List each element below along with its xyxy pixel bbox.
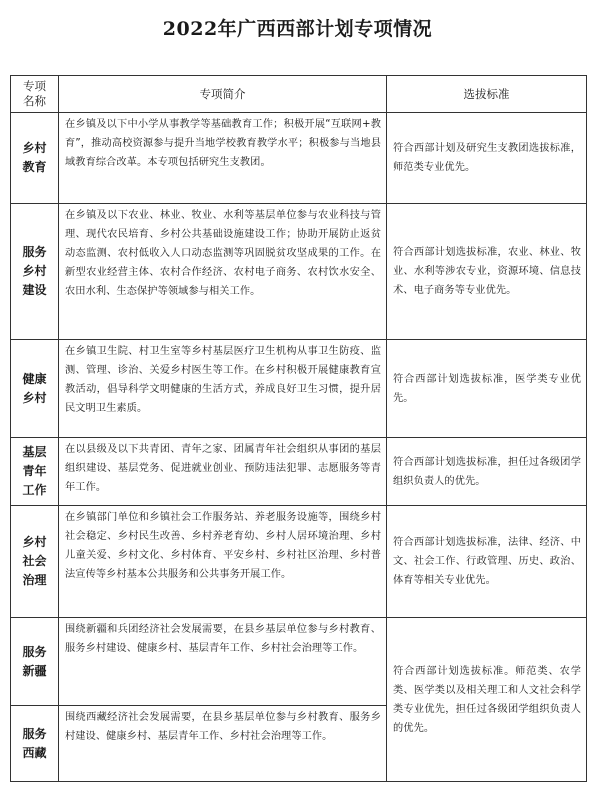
- row-intro: 在乡镇卫生院、村卫生室等乡村基层医疗卫生机构从事卫生防疫、监测、管理、诊治、关爱乡村医生等工作。在乡村积极开展健康教育宣教活动，倡导科学文明健康的生活方式，养成良好卫生习惯，提升居民文明卫生素质。: [59, 340, 387, 438]
- row-name: 基层青年工作: [11, 438, 59, 506]
- header-name: 专项名称: [11, 76, 59, 113]
- row-criteria: 符合西部计划选拔标准，医学类专业优先。: [387, 340, 587, 438]
- header-criteria: 选拔标准: [387, 76, 587, 113]
- row-intro: 围绕新疆和兵团经济社会发展需要，在县乡基层单位参与乡村教育、服务乡村建设、健康乡村、基层青年工作、乡村社会治理等工作。: [59, 618, 387, 706]
- table-row: [11, 204, 587, 340]
- table-row: [11, 340, 587, 438]
- table-header-row: [11, 76, 587, 113]
- row-criteria: 符合西部计划及研究生支教团选拔标准，师范类专业优先。: [387, 113, 587, 204]
- row-name: 服务新疆: [11, 618, 59, 706]
- row-intro: 围绕西藏经济社会发展需要，在县乡基层单位参与乡村教育、服务乡村建设、健康乡村、基层青年工作、乡村社会治理等工作。: [59, 706, 387, 782]
- row-name: 服务西藏: [11, 706, 59, 782]
- row-criteria-shared: 符合西部计划选拔标准。师范类、农学类、医学类以及相关理工和人文社会科学类专业优先，担任过各级团学组织负责人的优先。: [387, 618, 587, 782]
- row-criteria: 符合西部计划选拔标准，担任过各级团学组织负责人的优先。: [387, 438, 587, 506]
- row-intro: 在以县级及以下共青团、青年之家、团属青年社会组织从事团的基层组织建设、基层党务、促进就业创业、预防违法犯罪、志愿服务等青年工作。: [59, 438, 387, 506]
- row-intro: 在乡镇部门单位和乡镇社会工作服务站、养老服务设施等，围绕乡村社会稳定、乡村民生改善、乡村养老育幼、乡村人居环境治理、乡村儿童关爱、乡村文化、乡村体育、平安乡村、乡村社区治理、乡村普法宣传等乡村基本公共服务和公共事务开展工作。: [59, 506, 387, 618]
- page-title: 2022年广西西部计划专项情况: [162, 18, 433, 40]
- row-criteria: 符合西部计划选拔标准，法律、经济、中文、社会工作、行政管理、历史、政治、体育等相关专业优先。: [387, 506, 587, 618]
- table-row: [11, 113, 587, 204]
- table-row: [11, 506, 587, 618]
- row-criteria: 符合西部计划选拔标准，农业、林业、牧业、水利等涉农专业，资源环境、信息技术、电子商务等专业优先。: [387, 204, 587, 340]
- header-intro: 专项简介: [59, 76, 387, 113]
- table-row: [11, 618, 587, 706]
- row-name: 乡村教育: [11, 113, 59, 204]
- row-intro: 在乡镇及以下中小学从事教学等基础教育工作；积极开展“互联网+教育”，推动高校资源参与提升当地学校教育教学水平；积极参与当地县域教育综合改革。本专项包括研究生支教团。: [59, 113, 387, 204]
- row-intro: 在乡镇及以下农业、林业、牧业、水利等基层单位参与农业科技与管理、现代农民培育、乡村公共基础设施建设工作；协助开展防止返贫动态监测、农村低收入人口动态监测等巩固脱贫攻坚成果的工作。在新型农业经营主体、农村合作经济、农村电子商务、农村饮水安全、农田水利、生态保护等领域参与相关工作。: [59, 204, 387, 340]
- row-name: 服务乡村建设: [11, 204, 59, 340]
- projects-table: [10, 75, 587, 782]
- table-row: [11, 438, 587, 506]
- row-name: 乡村社会治理: [11, 506, 59, 618]
- row-name: 健康乡村: [11, 340, 59, 438]
